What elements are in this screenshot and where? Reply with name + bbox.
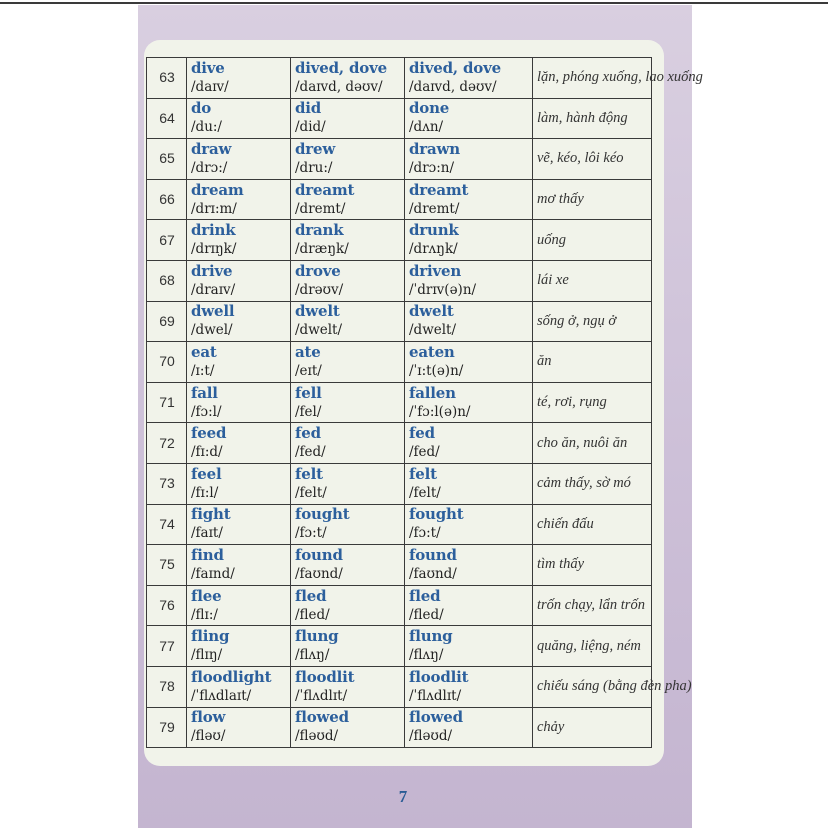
base-form: drive [191, 261, 233, 280]
past-participle-cell [405, 301, 533, 342]
table-row [147, 707, 652, 748]
past-ipa: /eɪt/ [295, 362, 322, 379]
base-ipa: /dwel/ [191, 322, 233, 339]
row-number: 79 [147, 707, 187, 748]
past-participle: dreamt [409, 180, 469, 199]
base-ipa: /fɔ:l/ [191, 403, 222, 420]
past-form-cell [291, 626, 405, 667]
past-participle: eaten [409, 342, 455, 361]
past-participle-cell [405, 504, 533, 545]
table-row [147, 179, 652, 220]
past-form: drew [295, 139, 336, 158]
base-form: dwell [191, 302, 235, 321]
meaning-cell: chiếu sáng (bằng đèn pha) [533, 666, 652, 707]
base-ipa: /fɪ:d/ [191, 444, 223, 461]
past-participle-cell [405, 58, 533, 99]
past-participle: drunk [409, 221, 459, 240]
past-form-cell [291, 504, 405, 545]
past-participle-cell [405, 707, 533, 748]
row-number: 66 [147, 179, 187, 220]
base-form-cell [187, 58, 291, 99]
past-form-cell [291, 179, 405, 220]
past-form: drank [295, 221, 344, 240]
past-form: dwelt [295, 302, 340, 321]
base-ipa: /drɪŋk/ [191, 241, 237, 258]
row-number: 75 [147, 545, 187, 586]
past-form-cell [291, 342, 405, 383]
base-ipa: /drɔ:/ [191, 159, 228, 176]
base-ipa: /fɪ:l/ [191, 484, 219, 501]
table-row [147, 220, 652, 261]
base-form-cell [187, 260, 291, 301]
base-form: do [191, 99, 212, 118]
past-participle-cell [405, 423, 533, 464]
page-number: 7 [398, 787, 408, 806]
base-form-cell [187, 98, 291, 139]
past-ipa: /fled/ [295, 606, 330, 623]
row-number: 68 [147, 260, 187, 301]
past-form: ate [295, 342, 321, 361]
past-ipa: /felt/ [295, 484, 327, 501]
past-participle-ipa: /fled/ [409, 606, 444, 623]
base-form-cell [187, 423, 291, 464]
table-row [147, 666, 652, 707]
past-ipa: /faʊnd/ [295, 565, 343, 582]
row-number: 77 [147, 626, 187, 667]
table-row [147, 463, 652, 504]
base-ipa: /ˈflʌdlaɪt/ [191, 687, 252, 704]
past-form: drove [295, 261, 341, 280]
row-number: 65 [147, 139, 187, 180]
top-border-line [0, 2, 828, 4]
past-form-cell [291, 301, 405, 342]
past-participle: fought [409, 505, 464, 524]
base-form: fling [191, 627, 230, 646]
past-participle-cell [405, 179, 533, 220]
base-ipa: /fləʊ/ [191, 728, 226, 745]
past-participle-cell [405, 382, 533, 423]
past-participle-ipa: /flʌŋ/ [409, 647, 444, 664]
past-participle-cell [405, 220, 533, 261]
past-participle-cell [405, 666, 533, 707]
past-participle: done [409, 99, 450, 118]
past-participle: felt [409, 464, 437, 483]
table-row [147, 382, 652, 423]
past-participle-ipa: /faʊnd/ [409, 565, 457, 582]
meaning-cell: ăn [533, 342, 652, 383]
past-ipa: /ˈflʌdlɪt/ [295, 687, 348, 704]
past-form-cell [291, 220, 405, 261]
table-row [147, 98, 652, 139]
past-participle: found [409, 545, 457, 564]
past-participle-ipa: /dwelt/ [409, 322, 457, 339]
past-participle-ipa: /felt/ [409, 484, 441, 501]
base-form: fight [191, 505, 231, 524]
row-number: 73 [147, 463, 187, 504]
base-form: flow [191, 708, 226, 727]
base-ipa: /du:/ [191, 119, 222, 136]
past-participle: drawn [409, 139, 460, 158]
past-participle: floodlit [409, 667, 469, 686]
meaning-cell: chiến đấu [533, 504, 652, 545]
past-ipa: /flʌŋ/ [295, 647, 330, 664]
base-ipa: /faɪt/ [191, 525, 223, 542]
past-form: fought [295, 505, 350, 524]
past-participle: flowed [409, 708, 463, 727]
base-form-cell [187, 301, 291, 342]
base-form-cell [187, 342, 291, 383]
past-form: felt [295, 464, 323, 483]
past-ipa: /fləʊd/ [295, 728, 339, 745]
base-form: feel [191, 464, 222, 483]
past-form-cell [291, 707, 405, 748]
table-row [147, 58, 652, 99]
row-number: 69 [147, 301, 187, 342]
base-form-cell [187, 626, 291, 667]
past-form-cell [291, 585, 405, 626]
base-ipa: /daɪv/ [191, 78, 229, 95]
past-participle: driven [409, 261, 462, 280]
base-form-cell [187, 585, 291, 626]
base-ipa: /drɪ:m/ [191, 200, 237, 217]
past-ipa: /dwelt/ [295, 322, 343, 339]
past-ipa: /dru:/ [295, 159, 333, 176]
base-form: feed [191, 424, 227, 443]
past-participle: flung [409, 627, 453, 646]
past-participle-cell [405, 626, 533, 667]
past-form: fed [295, 424, 321, 443]
base-form: drink [191, 221, 236, 240]
meaning-cell: quăng, liệng, ném [533, 626, 652, 667]
base-form: dive [191, 58, 225, 77]
past-participle: fallen [409, 383, 456, 402]
base-form: floodlight [191, 667, 272, 686]
past-form: found [295, 545, 343, 564]
past-participle-ipa: /dʌn/ [409, 119, 444, 136]
past-ipa: /daɪvd, dəʊv/ [295, 78, 383, 95]
past-form-cell [291, 139, 405, 180]
past-form-cell [291, 423, 405, 464]
base-ipa: /faɪnd/ [191, 565, 235, 582]
row-number: 76 [147, 585, 187, 626]
row-number: 72 [147, 423, 187, 464]
past-participle-ipa: /fləʊd/ [409, 728, 453, 745]
past-form: flowed [295, 708, 349, 727]
base-form-cell [187, 382, 291, 423]
table-row [147, 260, 652, 301]
past-participle-ipa: /daɪvd, dəʊv/ [409, 78, 497, 95]
past-ipa: /drəʊv/ [295, 281, 344, 298]
base-form-cell [187, 139, 291, 180]
table-row [147, 301, 652, 342]
meaning-cell: cho ăn, nuôi ăn [533, 423, 652, 464]
base-form: find [191, 545, 224, 564]
base-form-cell [187, 220, 291, 261]
past-participle-ipa: /fed/ [409, 444, 440, 461]
table-row [147, 545, 652, 586]
base-ipa: /flɪŋ/ [191, 647, 223, 664]
past-form-cell [291, 98, 405, 139]
meaning-cell: té, rơi, rụng [533, 382, 652, 423]
base-ipa: /flɪ:/ [191, 606, 218, 623]
past-ipa: /fel/ [295, 403, 322, 420]
row-number: 71 [147, 382, 187, 423]
base-form-cell [187, 463, 291, 504]
table-row [147, 504, 652, 545]
past-form: flung [295, 627, 339, 646]
base-form: eat [191, 342, 217, 361]
base-form-cell [187, 545, 291, 586]
base-form: flee [191, 586, 222, 605]
meaning-cell: uống [533, 220, 652, 261]
table-row [147, 626, 652, 667]
past-form: fell [295, 383, 322, 402]
past-ipa: /dremt/ [295, 200, 346, 217]
row-number: 70 [147, 342, 187, 383]
past-participle: dwelt [409, 302, 454, 321]
meaning-cell: sống ở, ngụ ở [533, 301, 652, 342]
meaning-cell: làm, hành động [533, 98, 652, 139]
past-participle-ipa: /ˈɪ:t(ə)n/ [409, 362, 464, 379]
past-participle-cell [405, 463, 533, 504]
row-number: 63 [147, 58, 187, 99]
past-ipa: /did/ [295, 119, 326, 136]
past-participle-ipa: /drʌŋk/ [409, 241, 458, 258]
meaning-cell: mơ thấy [533, 179, 652, 220]
meaning-cell: trốn chạy, lẩn trốn [533, 585, 652, 626]
meaning-cell: chảy [533, 707, 652, 748]
table-row [147, 423, 652, 464]
past-ipa: /dræŋk/ [295, 241, 349, 258]
past-participle-ipa: /dremt/ [409, 200, 460, 217]
past-form-cell [291, 463, 405, 504]
meaning-cell: cảm thấy, sờ mó [533, 463, 652, 504]
meaning-cell: tìm thấy [533, 545, 652, 586]
meaning-cell: vẽ, kéo, lôi kéo [533, 139, 652, 180]
past-form-cell [291, 545, 405, 586]
past-participle-cell [405, 545, 533, 586]
past-form: dreamt [295, 180, 355, 199]
base-form: draw [191, 139, 232, 158]
past-participle-cell [405, 260, 533, 301]
past-participle-ipa: /fɔ:t/ [409, 525, 441, 542]
row-number: 64 [147, 98, 187, 139]
table-row [147, 139, 652, 180]
past-participle: fed [409, 424, 435, 443]
past-form-cell [291, 260, 405, 301]
row-number: 78 [147, 666, 187, 707]
base-form: dream [191, 180, 244, 199]
meaning-cell: lái xe [533, 260, 652, 301]
past-form-cell [291, 382, 405, 423]
base-form-cell [187, 707, 291, 748]
past-form-cell [291, 666, 405, 707]
table-row [147, 342, 652, 383]
past-participle-cell [405, 585, 533, 626]
past-participle-cell [405, 139, 533, 180]
past-form: dived, dove [295, 58, 387, 77]
base-form: fall [191, 383, 218, 402]
past-form: fled [295, 586, 327, 605]
past-form: did [295, 99, 322, 118]
base-form-cell [187, 666, 291, 707]
past-ipa: /fed/ [295, 444, 326, 461]
base-form-cell [187, 179, 291, 220]
past-participle: fled [409, 586, 441, 605]
base-form-cell [187, 504, 291, 545]
past-participle-ipa: /drɔ:n/ [409, 159, 454, 176]
meaning-cell: lặn, phóng xuống, lao xuống [533, 58, 652, 99]
past-participle-cell [405, 342, 533, 383]
verb-table-body [147, 58, 703, 748]
past-participle-cell [405, 98, 533, 139]
base-ipa: /ɪ:t/ [191, 362, 215, 379]
past-participle-ipa: /ˈflʌdlɪt/ [409, 687, 462, 704]
past-participle: dived, dove [409, 58, 501, 77]
past-form: floodlit [295, 667, 355, 686]
row-number: 67 [147, 220, 187, 261]
base-ipa: /draɪv/ [191, 281, 236, 298]
row-number: 74 [147, 504, 187, 545]
irregular-verbs-table [146, 57, 703, 748]
past-participle-ipa: /ˈdrɪv(ə)n/ [409, 281, 477, 298]
table-row [147, 585, 652, 626]
past-participle-ipa: /ˈfɔ:l(ə)n/ [409, 403, 471, 420]
past-ipa: /fɔ:t/ [295, 525, 327, 542]
past-form-cell [291, 58, 405, 99]
